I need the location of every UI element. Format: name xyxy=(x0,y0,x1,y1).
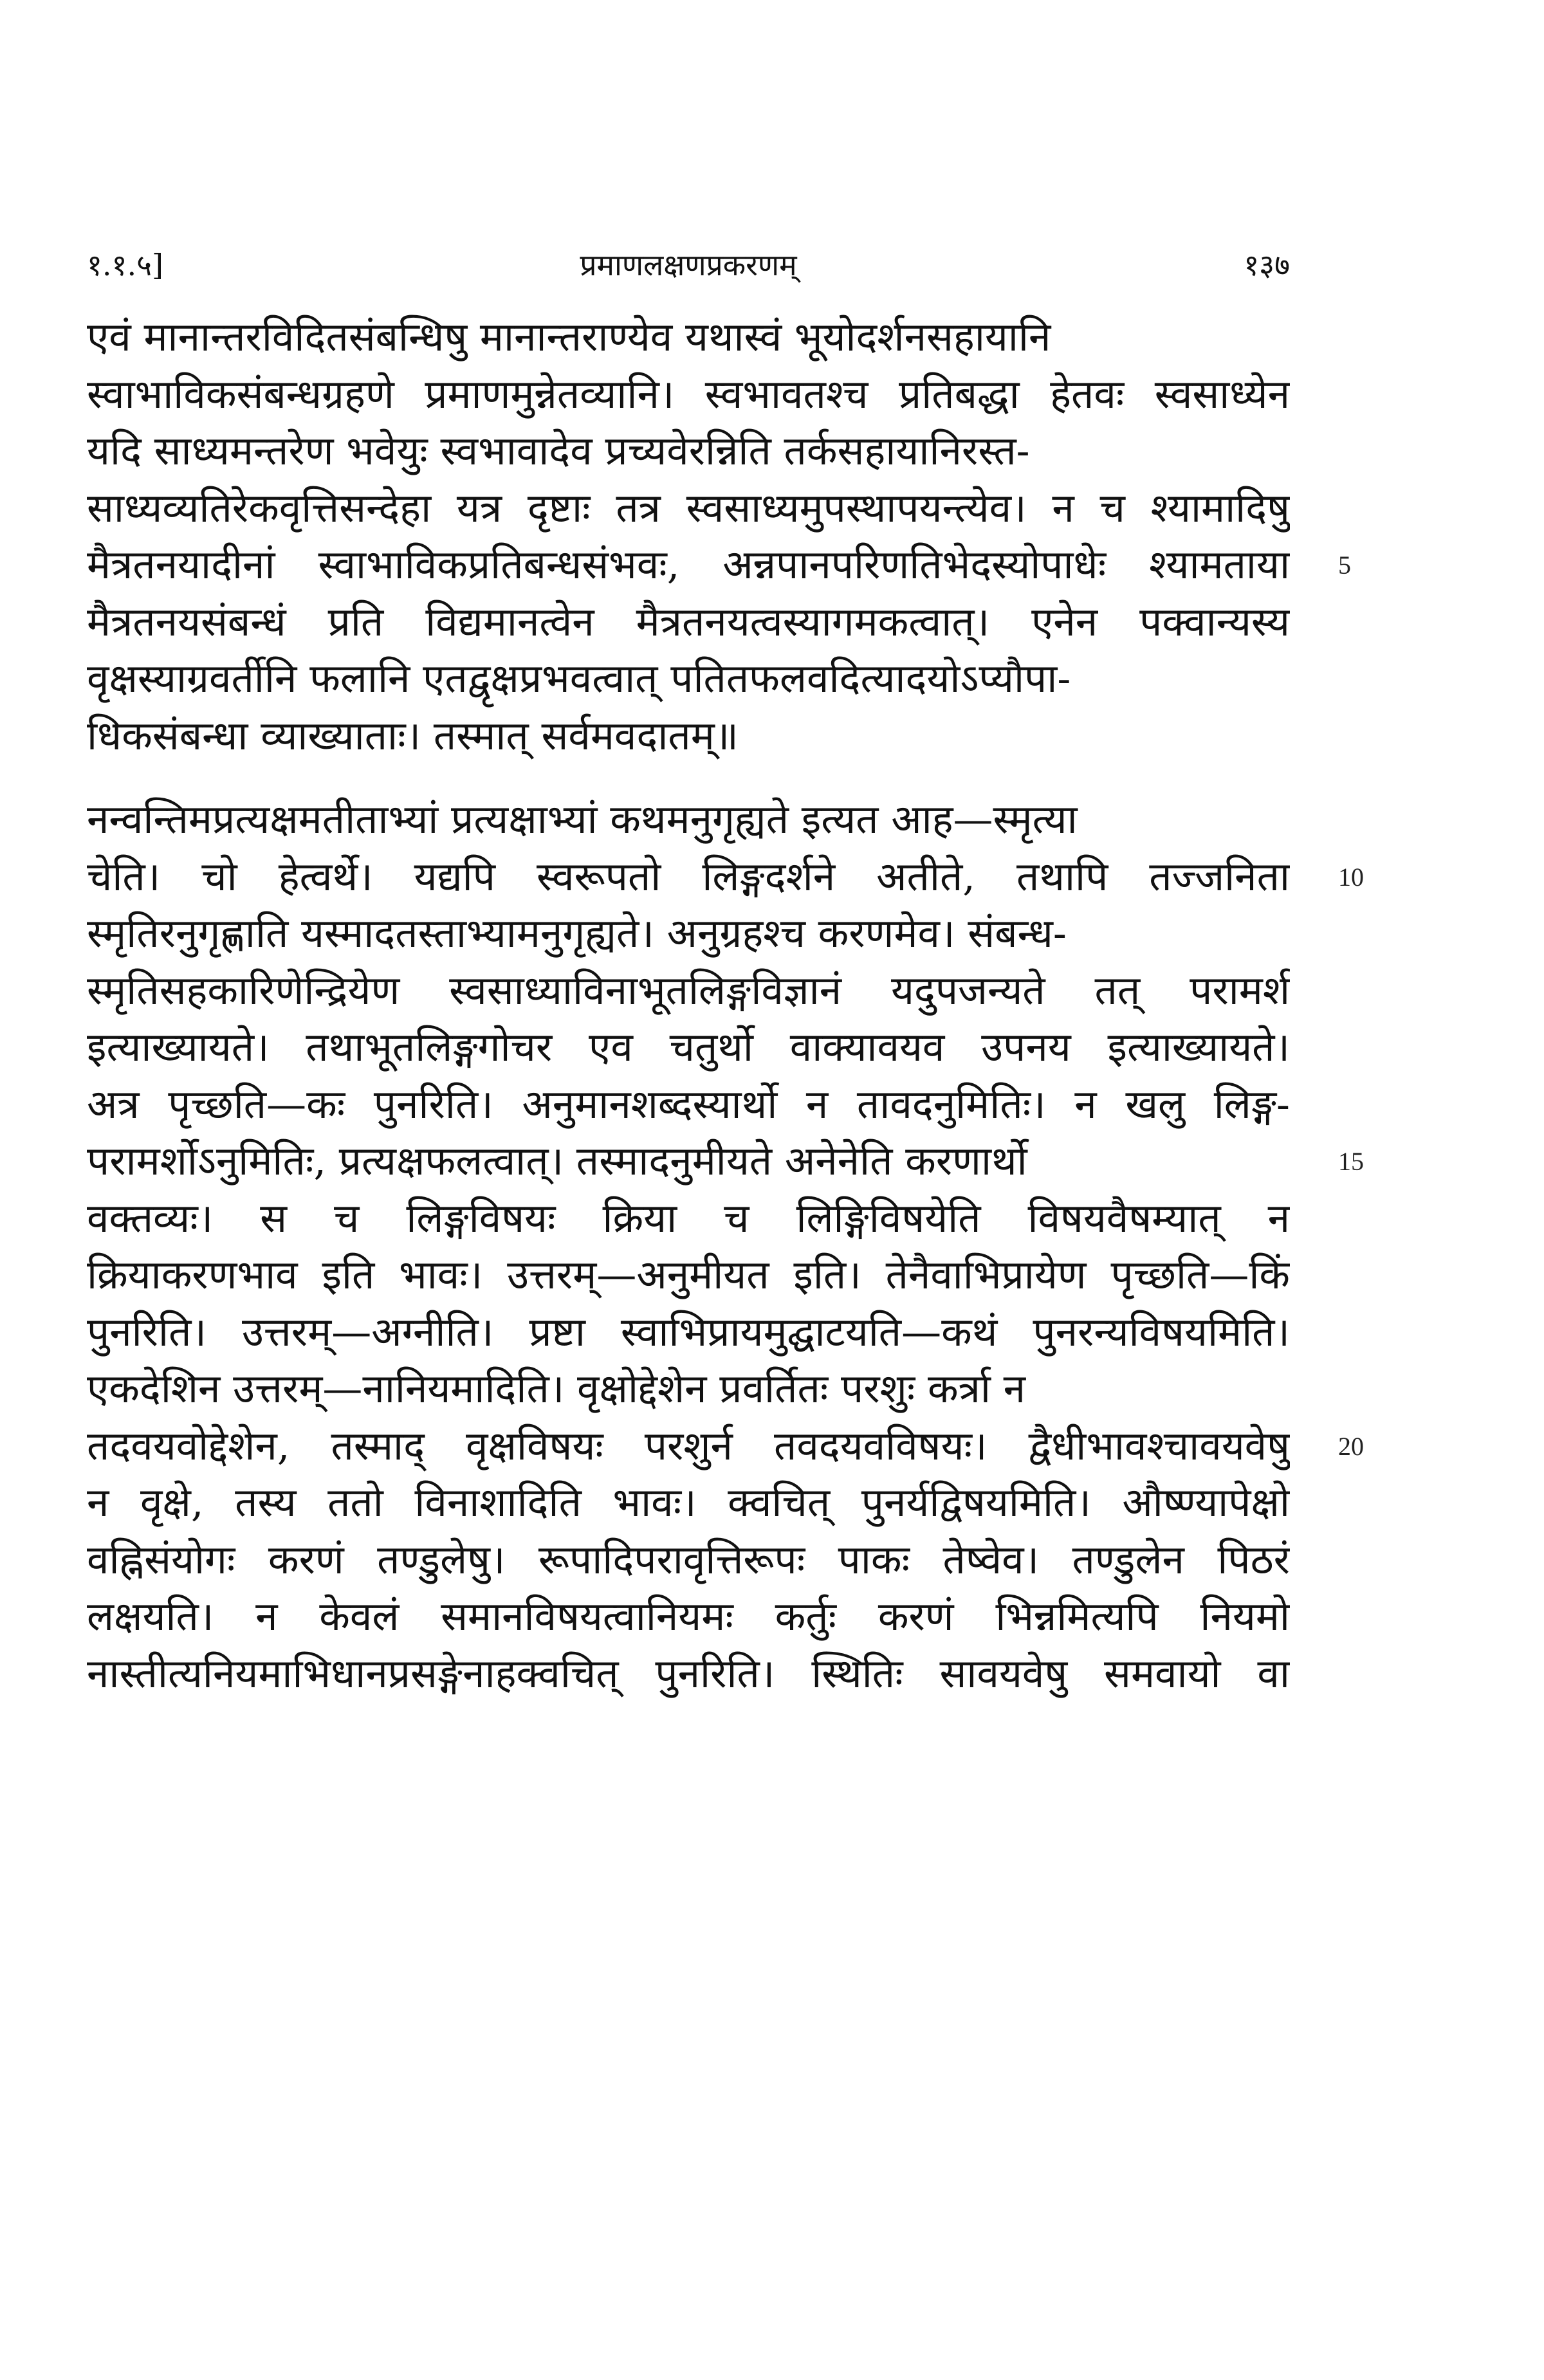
text-line: वह्निसंयोगः करणं तण्डुलेषु। रूपादिपरावृत्तिरूपः पाकः तेष्वेव। तण्डुलेन पिठरं xyxy=(87,1535,1290,1583)
margin-line-number: 20 xyxy=(1338,1432,1364,1461)
text-line: स्मृतिसहकारिणेन्द्रियेण स्वसाध्याविनाभूतलिङ्गविज्ञानं यदुपजन्यते तत् परामर्श xyxy=(87,966,1290,1014)
text-line: एकदेशिन उत्तरम्—नानियमादिति। वृक्षोद्देशेन प्रवर्तितः परशुः कर्त्रा न xyxy=(87,1365,1025,1412)
margin-line-number: 5 xyxy=(1338,551,1351,580)
text-line: पुनरिति। उत्तरम्—अग्नीति। प्रष्टा स्वाभिप्रायमुद्घाटयति—कथं पुनरन्यविषयमिति। xyxy=(87,1308,1290,1355)
text-line: एवं मानान्तरविदितसंबन्धिषु मानान्तराण्येव यथास्वं भूयोदर्शनसहायानि xyxy=(87,313,1051,360)
text-line: वक्तव्यः। स च लिङ्गविषयः क्रिया च लिङ्गिविषयेति विषयवैषम्यात् न xyxy=(87,1194,1290,1241)
body-text xyxy=(87,309,1290,1702)
text-line: अत्र पृच्छति—कः पुनरिति। अनुमानशब्दस्यार्थो न तावदनुमितिः। न खलु लिङ्ग- xyxy=(87,1080,1290,1128)
margin-line-number: 15 xyxy=(1338,1147,1364,1176)
text-line: वृक्षस्याग्रवर्तीनि फलानि एतद्वृक्षप्रभवत्वात् पतितफलवदित्यादयोऽप्यौपा- xyxy=(87,655,1071,702)
text-line: धिकसंबन्धा व्याख्याताः। तस्मात् सर्वमवदातम्॥ xyxy=(87,711,739,759)
text-line: परामर्शोऽनुमितिः, प्रत्यक्षफलत्वात्। तस्मादनुमीयते अनेनेति करणार्थो xyxy=(87,1137,1027,1184)
text-line: नन्वन्तिमप्रत्यक्षमतीताभ्यां प्रत्यक्षाभ्यां कथमनुगृह्यते इत्यत आह—स्मृत्या xyxy=(87,796,1078,843)
text-line: स्मृतिरनुगृह्णाति यस्मादतस्ताभ्यामनुगृह्यते। अनुग्रहश्च करणमेव। संबन्ध- xyxy=(87,910,1067,957)
text-line: लक्षयति। न केवलं समानविषयत्वानियमः कर्तुः करणं भिन्नमित्यपि नियमो xyxy=(87,1593,1290,1640)
text-line: तदवयवोद्देशेन, तस्माद् वृक्षविषयः परशुर्न तवदयवविषयः। द्वैधीभावश्चावयवेषु xyxy=(87,1422,1290,1469)
text-line: साध्यव्यतिरेकवृत्तिसन्देहा यत्र दृष्टाः तत्र स्वसाध्यमुपस्थापयन्त्येव। न च श्यामादिषु xyxy=(87,484,1290,531)
text-line: क्रियाकरणभाव इति भावः। उत्तरम्—अनुमीयत इति। तेनैवाभिप्रायेण पृच्छति—किं xyxy=(87,1251,1290,1298)
page-number: १३७ xyxy=(1244,248,1290,282)
margin-line-number: 10 xyxy=(1338,863,1364,892)
text-line: मैत्रतनयसंबन्धं प्रति विद्यमानत्वेन मैत्रतनयत्वस्यागमकत्वात्। एनेन पक्वान्यस्य xyxy=(87,598,1290,645)
text-line: नास्तीत्यनियमाभिधानप्रसङ्गेनाहक्वचित् पुनरिति। स्थितिः सावयवेषु समवायो वा xyxy=(87,1649,1290,1697)
text-line: न वृक्षे, तस्य ततो विनाशादिति भावः। क्वचित् पुनर्यद्विषयमिति। औष्ण्यापेक्षो xyxy=(87,1479,1290,1526)
text-line: इत्याख्यायते। तथाभूतलिङ्गगोचर एव चतुर्थो वाक्यावयव उपनय इत्याख्यायते। xyxy=(87,1023,1290,1070)
running-title: प्रमाणलक्षणप्रकरणम् xyxy=(580,248,797,282)
text-line: मैत्रतनयादीनां स्वाभाविकप्रतिबन्धसंभवः, अन्नपानपरिणतिभेदस्योपाधेः श्यामताया xyxy=(87,541,1290,588)
text-line: चेति। चो हेत्वर्थे। यद्यपि स्वरूपतो लिङ्गदर्शने अतीते, तथापि तज्जनिता xyxy=(87,852,1290,900)
running-header xyxy=(87,244,1290,289)
text-line: स्वाभाविकसंबन्धग्रहणे प्रमाणमुन्नेतव्यानि। स्वभावतश्च प्रतिबद्धा हेतवः स्वसाध्येन xyxy=(87,370,1290,417)
text-line: यदि साध्यमन्तरेण भवेयुः स्वभावादेव प्रच्यवेरन्निति तर्कसहायानिरस्त- xyxy=(87,427,1030,474)
section-number: १.१.५] xyxy=(87,248,163,282)
